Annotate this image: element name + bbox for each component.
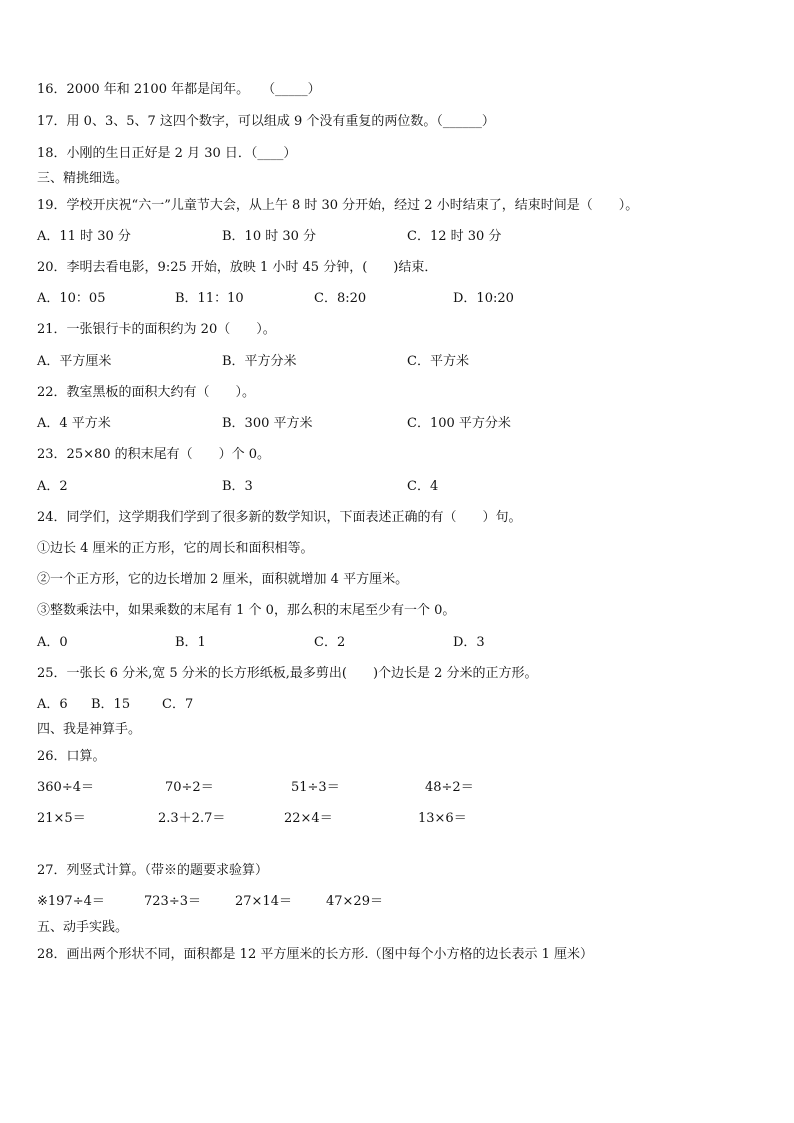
- q24-option-c: C．2: [314, 635, 346, 650]
- section-5-heading: 五、动手实践。: [37, 920, 129, 935]
- q25-option-a: A．6: [37, 697, 68, 712]
- q27-item: 27×14＝: [235, 894, 292, 909]
- q19-option-c: C．12 时 30 分: [407, 229, 502, 244]
- question-19: 19．学校开庆祝“六一”儿童节大会，从上午 8 时 30 分开始，经过 2 小时结束了，结束时间是（ ）。: [37, 198, 639, 213]
- q26-item: 48÷2＝: [425, 780, 474, 795]
- question-25: 25．一张长 6 分米,宽 5 分米的长方形纸板,最多剪出( )个边长是 2 分米的正方形。: [37, 666, 538, 681]
- question-20: 20．李明去看电影，9:25 开始，放映 1 小时 45 分钟，( )结束．: [37, 260, 438, 275]
- q23-option-c: C．4: [407, 479, 439, 494]
- q26-item: 51÷3＝: [291, 780, 340, 795]
- question-27: 27．列竖式计算。（带※的题要求验算）: [37, 863, 269, 878]
- question-28: 28．画出两个形状不同，面积都是 12 平方厘米的长方形.（图中每个小方格的边长表示 1 厘米）: [37, 947, 594, 962]
- q26-item: 21×5＝: [37, 811, 86, 826]
- q21-option-c: C．平方米: [407, 354, 469, 369]
- q27-item: ※197÷4＝: [37, 894, 105, 909]
- question-26: 26．口算。: [37, 749, 106, 764]
- q26-item: 360÷4＝: [37, 780, 94, 795]
- q19-option-b: B．10 时 30 分: [222, 229, 317, 244]
- question-18: 18．小刚的生日正好是 2 月 30 日．（____）: [37, 146, 297, 161]
- q24-statement-3: ③整数乘法中，如果乘数的末尾有 1 个 0，那么积的末尾至少有一个 0。: [37, 603, 456, 618]
- question-22: 22．教室黑板的面积大约有（ ）。: [37, 385, 256, 400]
- q26-item: 13×6＝: [418, 811, 467, 826]
- question-21: 21．一张银行卡的面积约为 20（ ）。: [37, 322, 276, 337]
- q27-item: 723÷3＝: [144, 894, 201, 909]
- q19-option-a: A．11 时 30 分: [37, 229, 131, 244]
- section-3-heading: 三、精挑细选。: [37, 171, 129, 186]
- question-16: 16．2000 年和 2100 年都是闰年。 （_____）: [37, 82, 321, 97]
- q23-option-b: B．3: [222, 479, 253, 494]
- q24-statement-2: ②一个正方形，它的边长增加 2 厘米，面积就增加 4 平方厘米。: [37, 572, 409, 587]
- q26-item: 22×4＝: [284, 811, 333, 826]
- q24-option-b: B．1: [175, 635, 206, 650]
- question-17: 17．用 0、3、5、7 这四个数字，可以组成 9 个没有重复的两位数。（______）: [37, 114, 495, 129]
- q21-option-a: A．平方厘米: [37, 354, 112, 369]
- q23-option-a: A．2: [37, 479, 68, 494]
- question-24: 24．同学们，这学期我们学到了很多新的数学知识，下面表述正确的有（ ）句。: [37, 510, 522, 525]
- q27-item: 47×29＝: [326, 894, 383, 909]
- q25-option-c: C．7: [162, 697, 194, 712]
- q21-option-b: B．平方分米: [222, 354, 297, 369]
- q26-item: 2.3＋2.7＝: [158, 811, 226, 826]
- q20-option-c: C．8:20: [314, 291, 367, 306]
- question-23: 23．25×80 的积末尾有（ ）个 0。: [37, 447, 271, 462]
- q24-statement-1: ①边长 4 厘米的正方形，它的周长和面积相等。: [37, 541, 314, 556]
- q20-option-a: A．10：05: [37, 291, 106, 306]
- q25-option-b: B．15: [91, 697, 131, 712]
- q24-option-d: D．3: [453, 635, 485, 650]
- q26-item: 70÷2＝: [165, 780, 214, 795]
- section-4-heading: 四、我是神算手。: [37, 722, 142, 737]
- q20-option-b: B．11：10: [175, 291, 244, 306]
- q20-option-d: D．10:20: [453, 291, 514, 306]
- q24-option-a: A．0: [37, 635, 68, 650]
- q22-option-c: C．100 平方分米: [407, 416, 511, 431]
- q22-option-b: B．300 平方米: [222, 416, 313, 431]
- q22-option-a: A．4 平方米: [37, 416, 111, 431]
